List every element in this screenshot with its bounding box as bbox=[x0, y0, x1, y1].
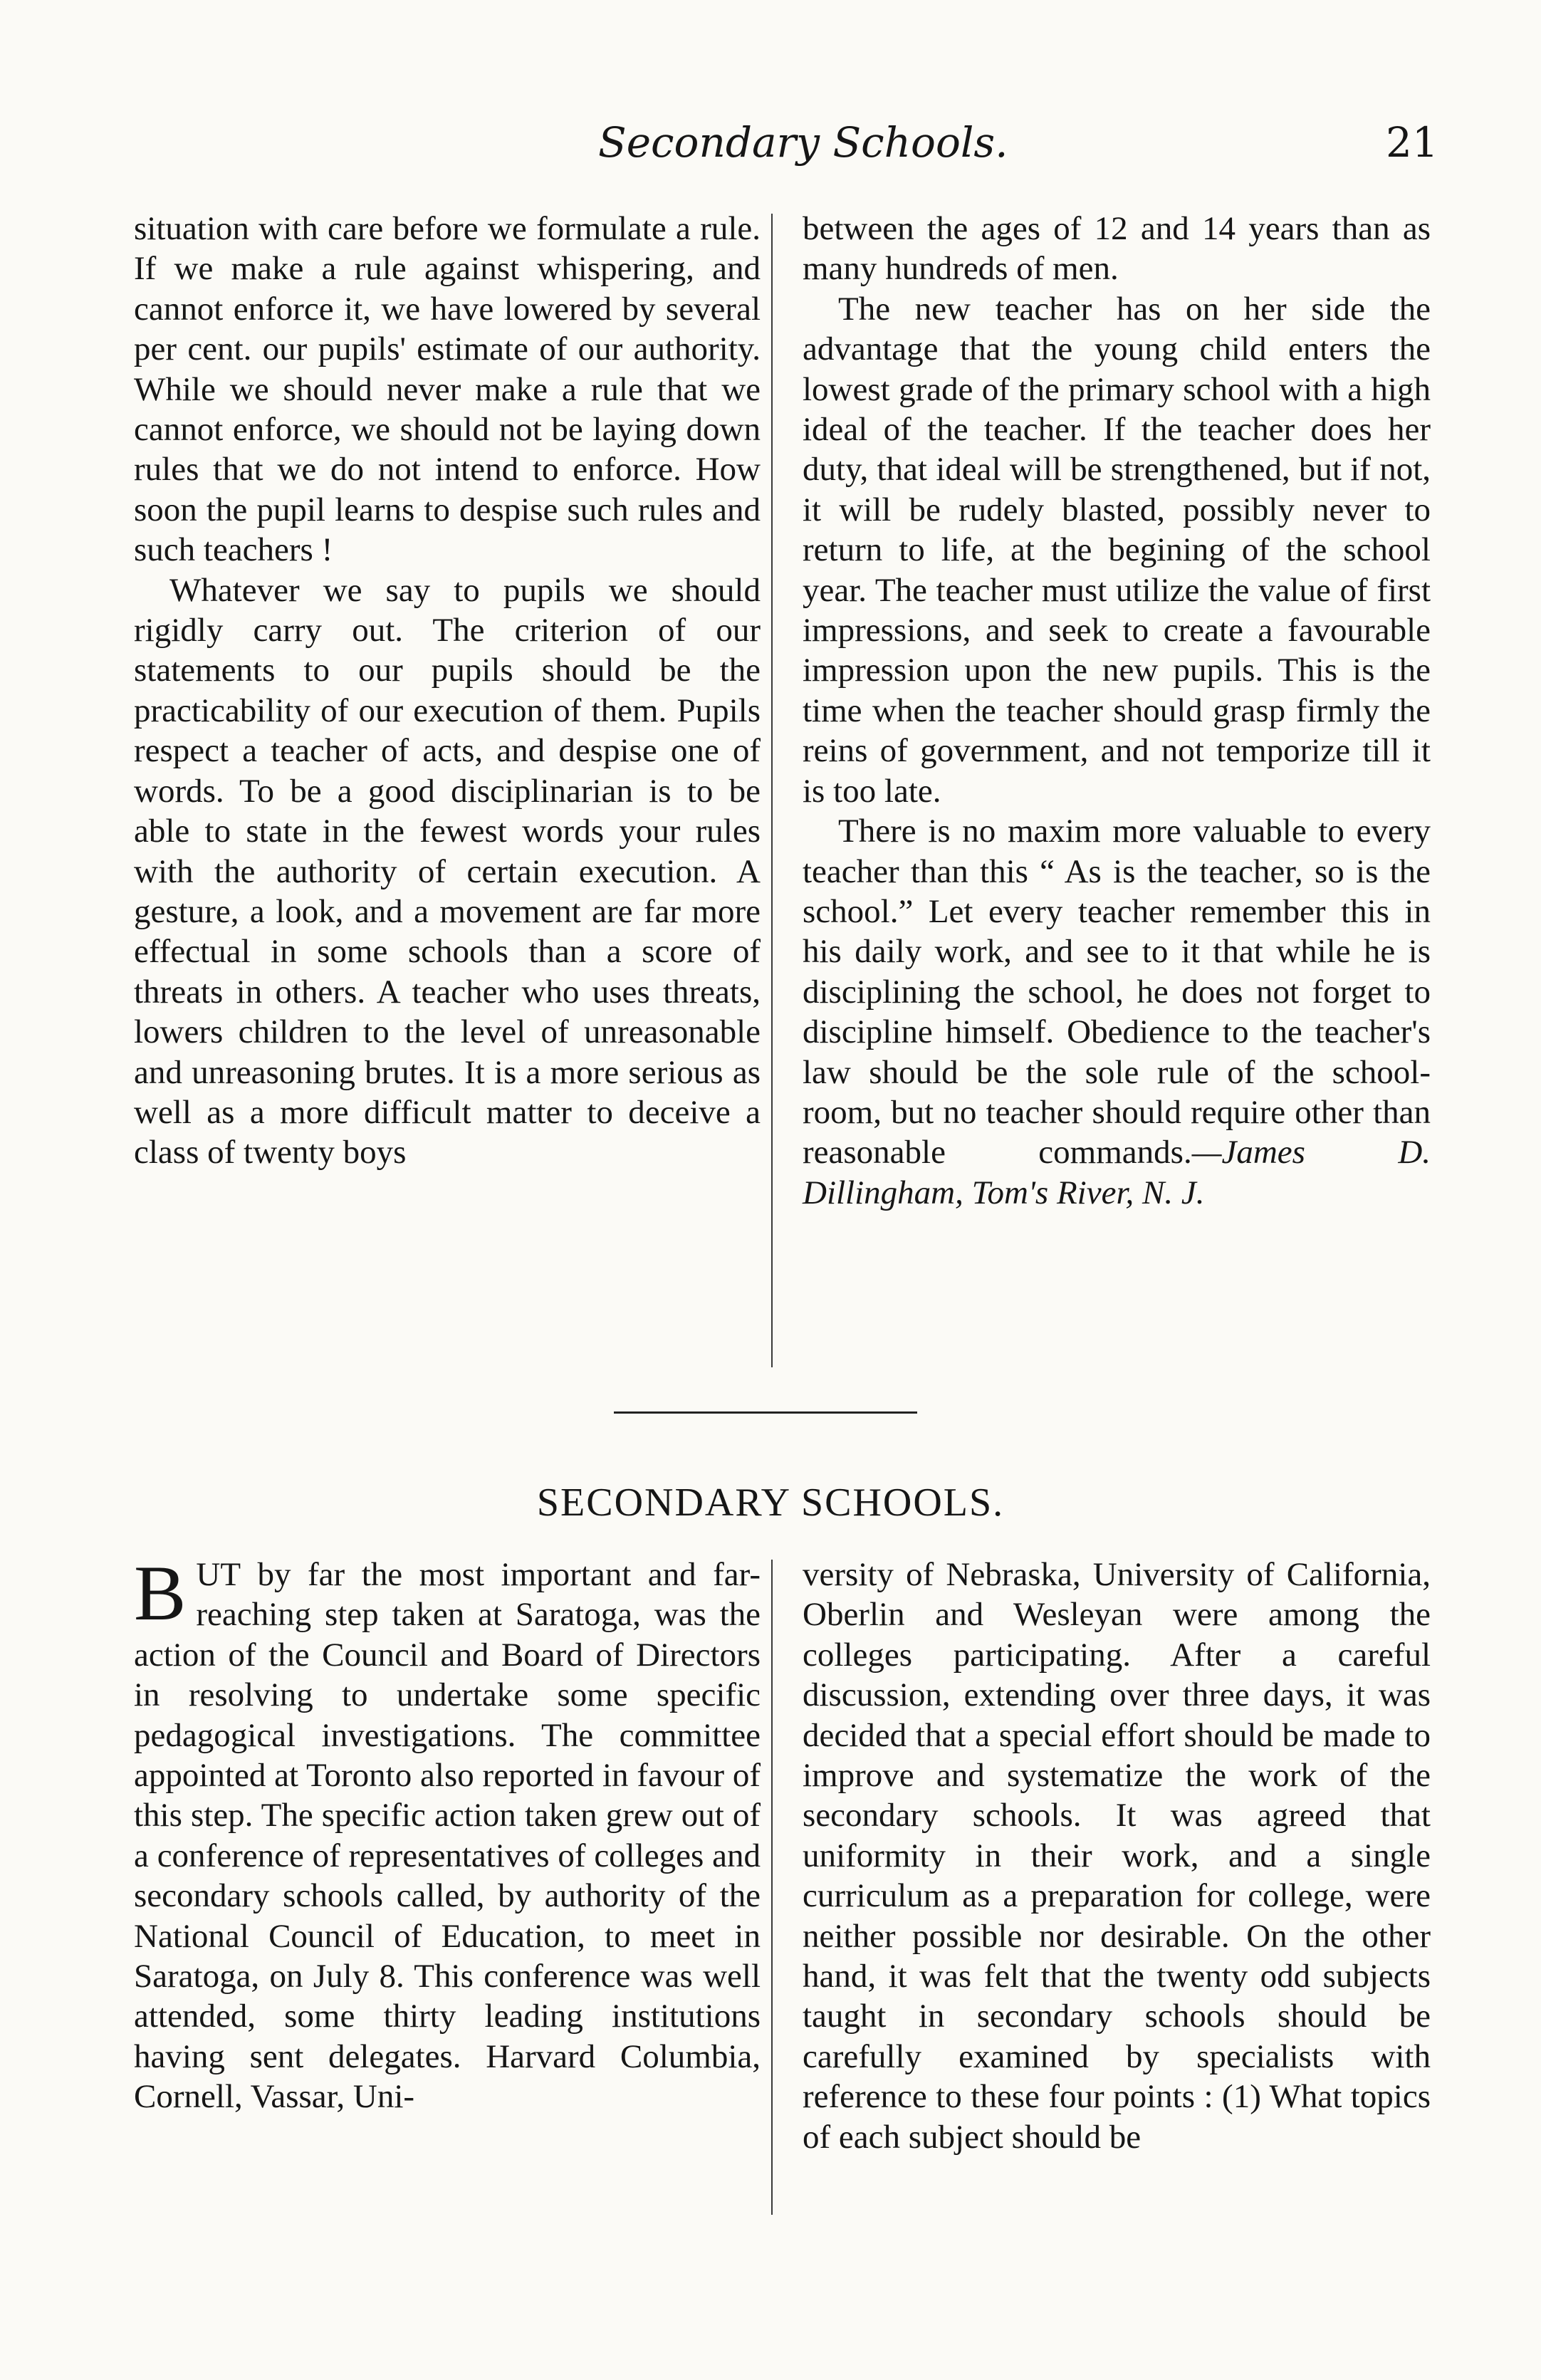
paragraph: versity of Nebraska, University of California, Oberlin and Wesleyan were among the colleges participating. After a careful discussion, extending over three days, it was decided that a special effort should be made to improve and systematize the work of the secondary schools. It was agreed that uniformity in their work, and a single curriculum as a preparation for college, were neither possible nor desirable. On the other hand, it was felt that the twenty odd subjects taught in secondary schools should be carefully examined by specialists with reference to these four points : (1) What topics of each subject should be bbox=[803, 1556, 1431, 2156]
paragraph: situation with care before we formulate a rule. If we make a rule against whispering, and cannot enforce it, we have lowered by several per cent. our pupils' estimate of our authority. While we should never make a rule that we cannot enforce, we should not be laying down rules that we do not intend to enforce. How soon the pupil learns to despise such rules and such teachers ! bbox=[134, 210, 761, 569]
paragraph: The new teacher has on her side the advantage that the young child enters the lowest grade of the primary school with a high ideal of the teacher. If the teacher does her duty, that ideal will be strengthened, but if not, it will be rudely blasted, possibly never to return to life, at the begining of the school year. The teacher must utilize the value of first impressions, and seek to create a favourable impression upon the new pupils. This is the time when the teacher should grasp firmly the reins of government, and not temporize till it is too late. bbox=[803, 290, 1431, 810]
author-signature: —James D. Dillingham, Tom's River, N. J. bbox=[803, 1134, 1431, 1211]
article2-right-column bbox=[803, 1555, 1431, 2157]
column-divider bbox=[771, 1560, 773, 2215]
article1-right-column bbox=[803, 209, 1431, 1213]
section-title: SECONDARY SCHOOLS. bbox=[536, 1481, 1005, 1525]
page-number: 21 bbox=[1386, 118, 1438, 167]
paragraph-text: There is no maxim more valuable to every teacher than this “ As is the teacher, so is the school.” Let every teacher remember this in his daily work, and see to it that while he is disciplining the school, he does not forget to discipline himself. Obedience to the teacher's law should be the sole rule of the school-room, but no teacher should require other than reasonable commands. bbox=[803, 813, 1431, 1171]
lead-caps: UT bbox=[196, 1556, 241, 1593]
paragraph bbox=[803, 811, 1431, 1213]
section-separator bbox=[614, 1411, 917, 1414]
article1-left-column bbox=[134, 209, 761, 1173]
paragraph: between the ages of 12 and 14 years than as many hundreds of men. bbox=[803, 210, 1431, 288]
running-head bbox=[0, 114, 1541, 171]
running-title: Secondary Schools. bbox=[598, 118, 1008, 167]
paragraph bbox=[134, 1550, 761, 2117]
drop-cap: B bbox=[134, 1550, 187, 1637]
paragraph-text: by far the most important and far-reaching step taken at Saratoga, was the action of the Council and Board of Directors in resolving to undertake some specific pedagogical investigations. The committee appointed at Toronto also reported in favour of this step. The specific action taken grew out of a conference of representatives of colleges and secondary schools called, by authority of the National Council of Education, to meet in Saratoga, on July 8. This conference was well attended, some thirty leading institutions having sent delegates. Harvard Columbia, Cornell, Vassar, Uni- bbox=[134, 1556, 761, 2116]
article2-left-column bbox=[134, 1550, 761, 2117]
column-divider bbox=[771, 214, 773, 1367]
paragraph: Whatever we say to pupils we should rigidly carry out. The criterion of our statements to our pupils should be the practicability of our execution of them. Pupils respect a teacher of acts, and despise one of words. To be a good disciplinarian is to be able to state in the fewest words your rules with the authority of certain execution. A gesture, a look, and a movement are far more effectual in some schools than a score of threats in others. A teacher who uses threats, lowers children to the level of unreasonable and unreasoning brutes. It is a more serious as well as a more difficult matter to deceive a class of twenty boys bbox=[134, 571, 761, 1171]
